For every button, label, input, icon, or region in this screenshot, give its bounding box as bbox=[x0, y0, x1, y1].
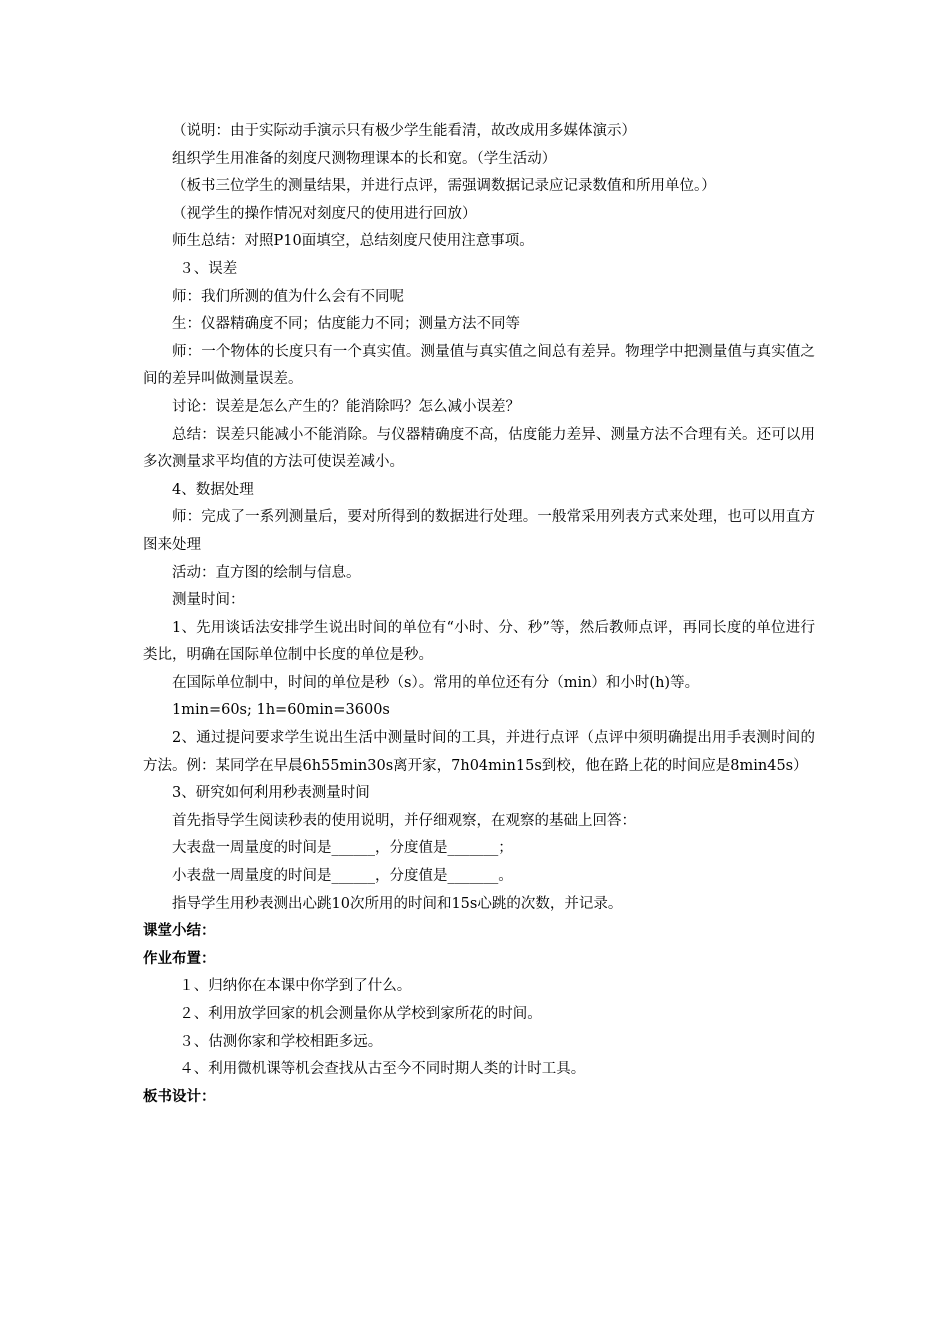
paragraph-student-activity: 组织学生用准备的刻度尺测物理课本的长和宽。（学生活动） bbox=[172, 150, 557, 167]
homework-heading: 作业布置： bbox=[143, 950, 216, 967]
homework-item: ２、利用放学回家的机会测量你从学校到家所花的时间。 bbox=[179, 1006, 542, 1022]
paragraph-summary-ruler: 师生总结：对照P10面填空，总结刻度尺使用注意事项。 bbox=[172, 233, 534, 250]
paragraph-small-dial: 小表盘一周量度的时间是______，分度值是_______。 bbox=[172, 868, 513, 885]
section-data-processing-title: 4、数据处理 bbox=[172, 481, 254, 498]
paragraph-teacher-question: 师：我们所测的值为什么会有不同呢 bbox=[172, 288, 404, 305]
paragraph-time-units-talk: 1、先用谈话法安排学生说出时间的单位有“小时、分、秒”等，然后教师点评，再同长度的单位进行类比，明确在国际单位制中长度的单位是秒。 bbox=[143, 619, 815, 664]
paragraph-si-time-unit: 在国际单位制中，时间的单位是秒（s）。常用的单位还有分（min）和小时(h)等。 bbox=[172, 674, 700, 691]
paragraph-heartbeat: 指导学生用秒表测出心跳10次所用的时间和15s心跳的次数，并记录。 bbox=[172, 895, 623, 912]
board-design-heading: 板书设计： bbox=[143, 1088, 216, 1105]
homework-item: １、归纳你在本课中你学到了什么。 bbox=[179, 978, 412, 995]
paragraph-note-multimedia: （说明：由于实际动手演示只有极少学生能看清，故改成用多媒体演示） bbox=[172, 123, 636, 139]
paragraph-error-definition: 师：一个物体的长度只有一个真实值。测量值与真实值之间总有差异。物理学中把测量值与真实值之间的差异叫做测量误差。 bbox=[143, 343, 815, 388]
paragraph-board-results: （板书三位学生的测量结果，并进行点评，需强调数据记录应记录数值和所用单位。） bbox=[172, 178, 716, 195]
paragraph-discussion: 讨论：误差是怎么产生的？能消除吗？怎么减小误差？ bbox=[172, 398, 520, 415]
paragraph-stopwatch-title: 3、研究如何利用秒表测量时间 bbox=[172, 785, 370, 802]
homework-item: ４、利用微机课等机会查找从古至今不同时期人类的计时工具。 bbox=[179, 1061, 586, 1078]
paragraph-student-answer: 生：仪器精确度不同；估度能力不同；测量方法不同等 bbox=[172, 316, 520, 333]
section-error-title: ３、误差 bbox=[179, 260, 238, 277]
paragraph-histogram-activity: 活动：直方图的绘制与信息。 bbox=[172, 564, 361, 581]
paragraph-stopwatch-instructions: 首先指导学生阅读秒表的使用说明，并仔细观察，在观察的基础上回答： bbox=[172, 812, 636, 829]
class-summary-heading: 课堂小结： bbox=[143, 923, 216, 940]
section-measure-time-title: 测量时间： bbox=[172, 592, 245, 609]
paragraph-replay: （视学生的操作情况对刻度尺的使用进行回放） bbox=[172, 205, 477, 222]
document-body bbox=[143, 118, 815, 1111]
paragraph-data-processing: 师：完成了一系列测量后，要对所得到的数据进行处理。一般常采用列表方式来处理，也可以用直方图来处理 bbox=[143, 509, 815, 553]
homework-item: ３、估测你家和学校相距多远。 bbox=[179, 1033, 383, 1050]
paragraph-error-summary: 总结：误差只能减小不能消除。与仪器精确度不高，估度能力差异、测量方法不合理有关。还可以用多次测量求平均值的方法可使误差减小。 bbox=[143, 426, 815, 471]
paragraph-unit-conversion: 1min=60s; 1h=60min=3600s bbox=[172, 702, 390, 719]
paragraph-time-tools: 2、通过提问要求学生说出生活中测量时间的工具，并进行点评（点评中须明确提出用手表测时间的方法。例：某同学在早晨6h55min30s离开家，7h04min15s到校，他在路上花的时间应是8min45s） bbox=[143, 730, 815, 774]
paragraph-large-dial: 大表盘一周量度的时间是______，分度值是_______； bbox=[172, 840, 513, 857]
